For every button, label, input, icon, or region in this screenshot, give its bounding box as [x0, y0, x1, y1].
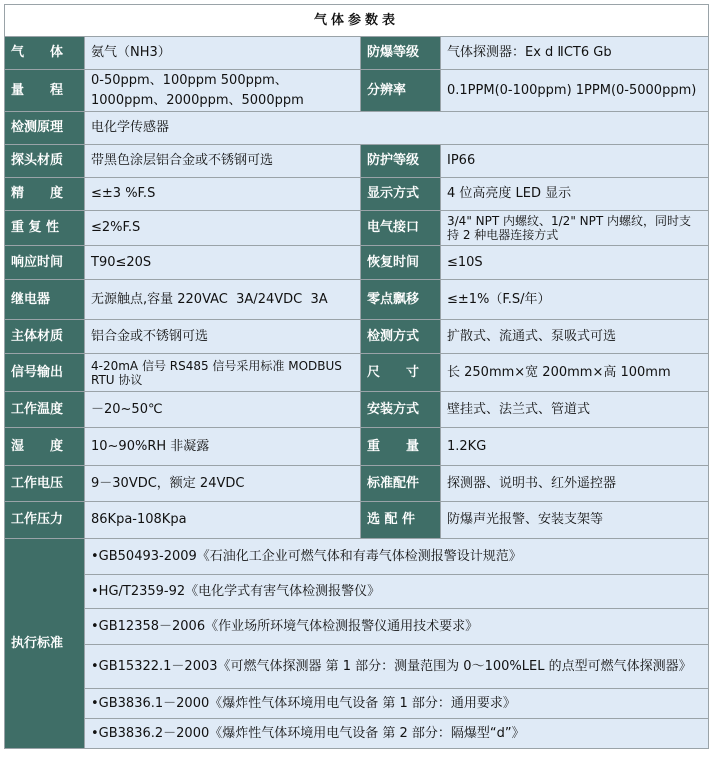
label-range: 量 程 [5, 70, 85, 112]
label-relay: 继电器 [5, 280, 85, 320]
label-accuracy: 精 度 [5, 178, 85, 211]
table-row [5, 211, 709, 246]
value-gas: 氨气（NH3） [85, 37, 361, 70]
label-body-material: 主体材质 [5, 320, 85, 354]
table-row [5, 320, 709, 354]
table-row [5, 178, 709, 211]
standards-row [5, 575, 709, 609]
value-weight: 1.2KG [441, 428, 709, 466]
value-signal-output: 4-20mA 信号 RS485 信号采用标准 MODBUS RTU 协议 [85, 354, 361, 392]
table-title: 气体参数表 [5, 5, 709, 37]
standards-row [5, 539, 709, 575]
value-ex-rating: 气体探测器：Ex d ⅡCT6 Gb [441, 37, 709, 70]
standards-row [5, 689, 709, 719]
standard-item: •GB50493-2009《石油化工企业可燃气体和有毒气体检测报警设计规范》 [85, 539, 709, 575]
parameter-table [4, 4, 709, 749]
label-size: 尺 寸 [361, 354, 441, 392]
label-working-voltage: 工作电压 [5, 466, 85, 502]
table-row [5, 246, 709, 280]
table-row [5, 354, 709, 392]
value-working-temperature: －20~50℃ [85, 392, 361, 428]
table-row [5, 37, 709, 70]
value-standard-accessories: 探测器、说明书、红外遥控器 [441, 466, 709, 502]
standard-item: •GB12358－2006《作业场所环境气体检测报警仪通用技术要求》 [85, 609, 709, 645]
label-response-time: 响应时间 [5, 246, 85, 280]
label-recovery-time: 恢复时间 [361, 246, 441, 280]
table-row [5, 70, 709, 112]
label-repeatability: 重 复 性 [5, 211, 85, 246]
value-probe-material: 带黑色涂层铝合金或不锈钢可选 [85, 145, 361, 178]
label-zero-drift: 零点飘移 [361, 280, 441, 320]
value-recovery-time: ≤10S [441, 246, 709, 280]
table-row [5, 112, 709, 145]
label-standards: 执行标准 [5, 539, 85, 749]
standard-item: •GB15322.1－2003《可燃气体探测器 第 1 部分：测量范围为 0～100%LEL 的点型可燃气体探测器》 [85, 645, 709, 689]
value-working-pressure: 86Kpa-108Kpa [85, 502, 361, 539]
label-electrical-interface: 电气接口 [361, 211, 441, 246]
value-resolution: 0.1PPM(0-100ppm) 1PPM(0-5000ppm) [441, 70, 709, 112]
value-size: 长 250mm×宽 200mm×高 100mm [441, 354, 709, 392]
label-resolution: 分辨率 [361, 70, 441, 112]
standards-row [5, 645, 709, 689]
value-optional-accessories: 防爆声光报警、安装支架等 [441, 502, 709, 539]
value-working-voltage: 9－30VDC，额定 24VDC [85, 466, 361, 502]
label-display: 显示方式 [361, 178, 441, 211]
value-principle: 电化学传感器 [85, 112, 709, 145]
label-signal-output: 信号输出 [5, 354, 85, 392]
standard-item: •HG/T2359-92《电化学式有害气体检测报警仪》 [85, 575, 709, 609]
label-optional-accessories: 选 配 件 [361, 502, 441, 539]
value-humidity: 10~90%RH 非凝露 [85, 428, 361, 466]
value-detection-method: 扩散式、流通式、泵吸式可选 [441, 320, 709, 354]
table-row [5, 280, 709, 320]
label-ex-rating: 防爆等级 [361, 37, 441, 70]
label-probe-material: 探头材质 [5, 145, 85, 178]
value-repeatability: ≤2%F.S [85, 211, 361, 246]
value-protection: IP66 [441, 145, 709, 178]
label-working-pressure: 工作压力 [5, 502, 85, 539]
standards-row [5, 719, 709, 749]
table-row [5, 502, 709, 539]
value-range: 0-50ppm、100ppm 500ppm、1000ppm、2000ppm、5000ppm [85, 70, 361, 112]
standards-row [5, 609, 709, 645]
label-installation: 安装方式 [361, 392, 441, 428]
table-row [5, 145, 709, 178]
label-gas: 气 体 [5, 37, 85, 70]
table-row [5, 466, 709, 502]
label-humidity: 湿 度 [5, 428, 85, 466]
value-zero-drift: ≤±1%（F.S/年） [441, 280, 709, 320]
label-protection: 防护等级 [361, 145, 441, 178]
value-installation: 壁挂式、法兰式、管道式 [441, 392, 709, 428]
value-body-material: 铝合金或不锈钢可选 [85, 320, 361, 354]
table-row [5, 392, 709, 428]
value-display: 4 位高亮度 LED 显示 [441, 178, 709, 211]
label-standard-accessories: 标准配件 [361, 466, 441, 502]
label-working-temperature: 工作温度 [5, 392, 85, 428]
table-row [5, 428, 709, 466]
label-principle: 检测原理 [5, 112, 85, 145]
standard-item: •GB3836.2－2000《爆炸性气体环境用电气设备 第 2 部分：隔爆型“d”》 [85, 719, 709, 749]
value-electrical-interface: 3/4" NPT 内螺纹、1/2" NPT 内螺纹，同时支持 2 种电器连接方式 [441, 211, 709, 246]
value-accuracy: ≤±3 %F.S [85, 178, 361, 211]
label-detection-method: 检测方式 [361, 320, 441, 354]
standard-item: •GB3836.1－2000《爆炸性气体环境用电气设备 第 1 部分：通用要求》 [85, 689, 709, 719]
value-response-time: T90≤20S [85, 246, 361, 280]
label-weight: 重 量 [361, 428, 441, 466]
value-relay: 无源触点,容量 220VAC 3A/24VDC 3A [85, 280, 361, 320]
